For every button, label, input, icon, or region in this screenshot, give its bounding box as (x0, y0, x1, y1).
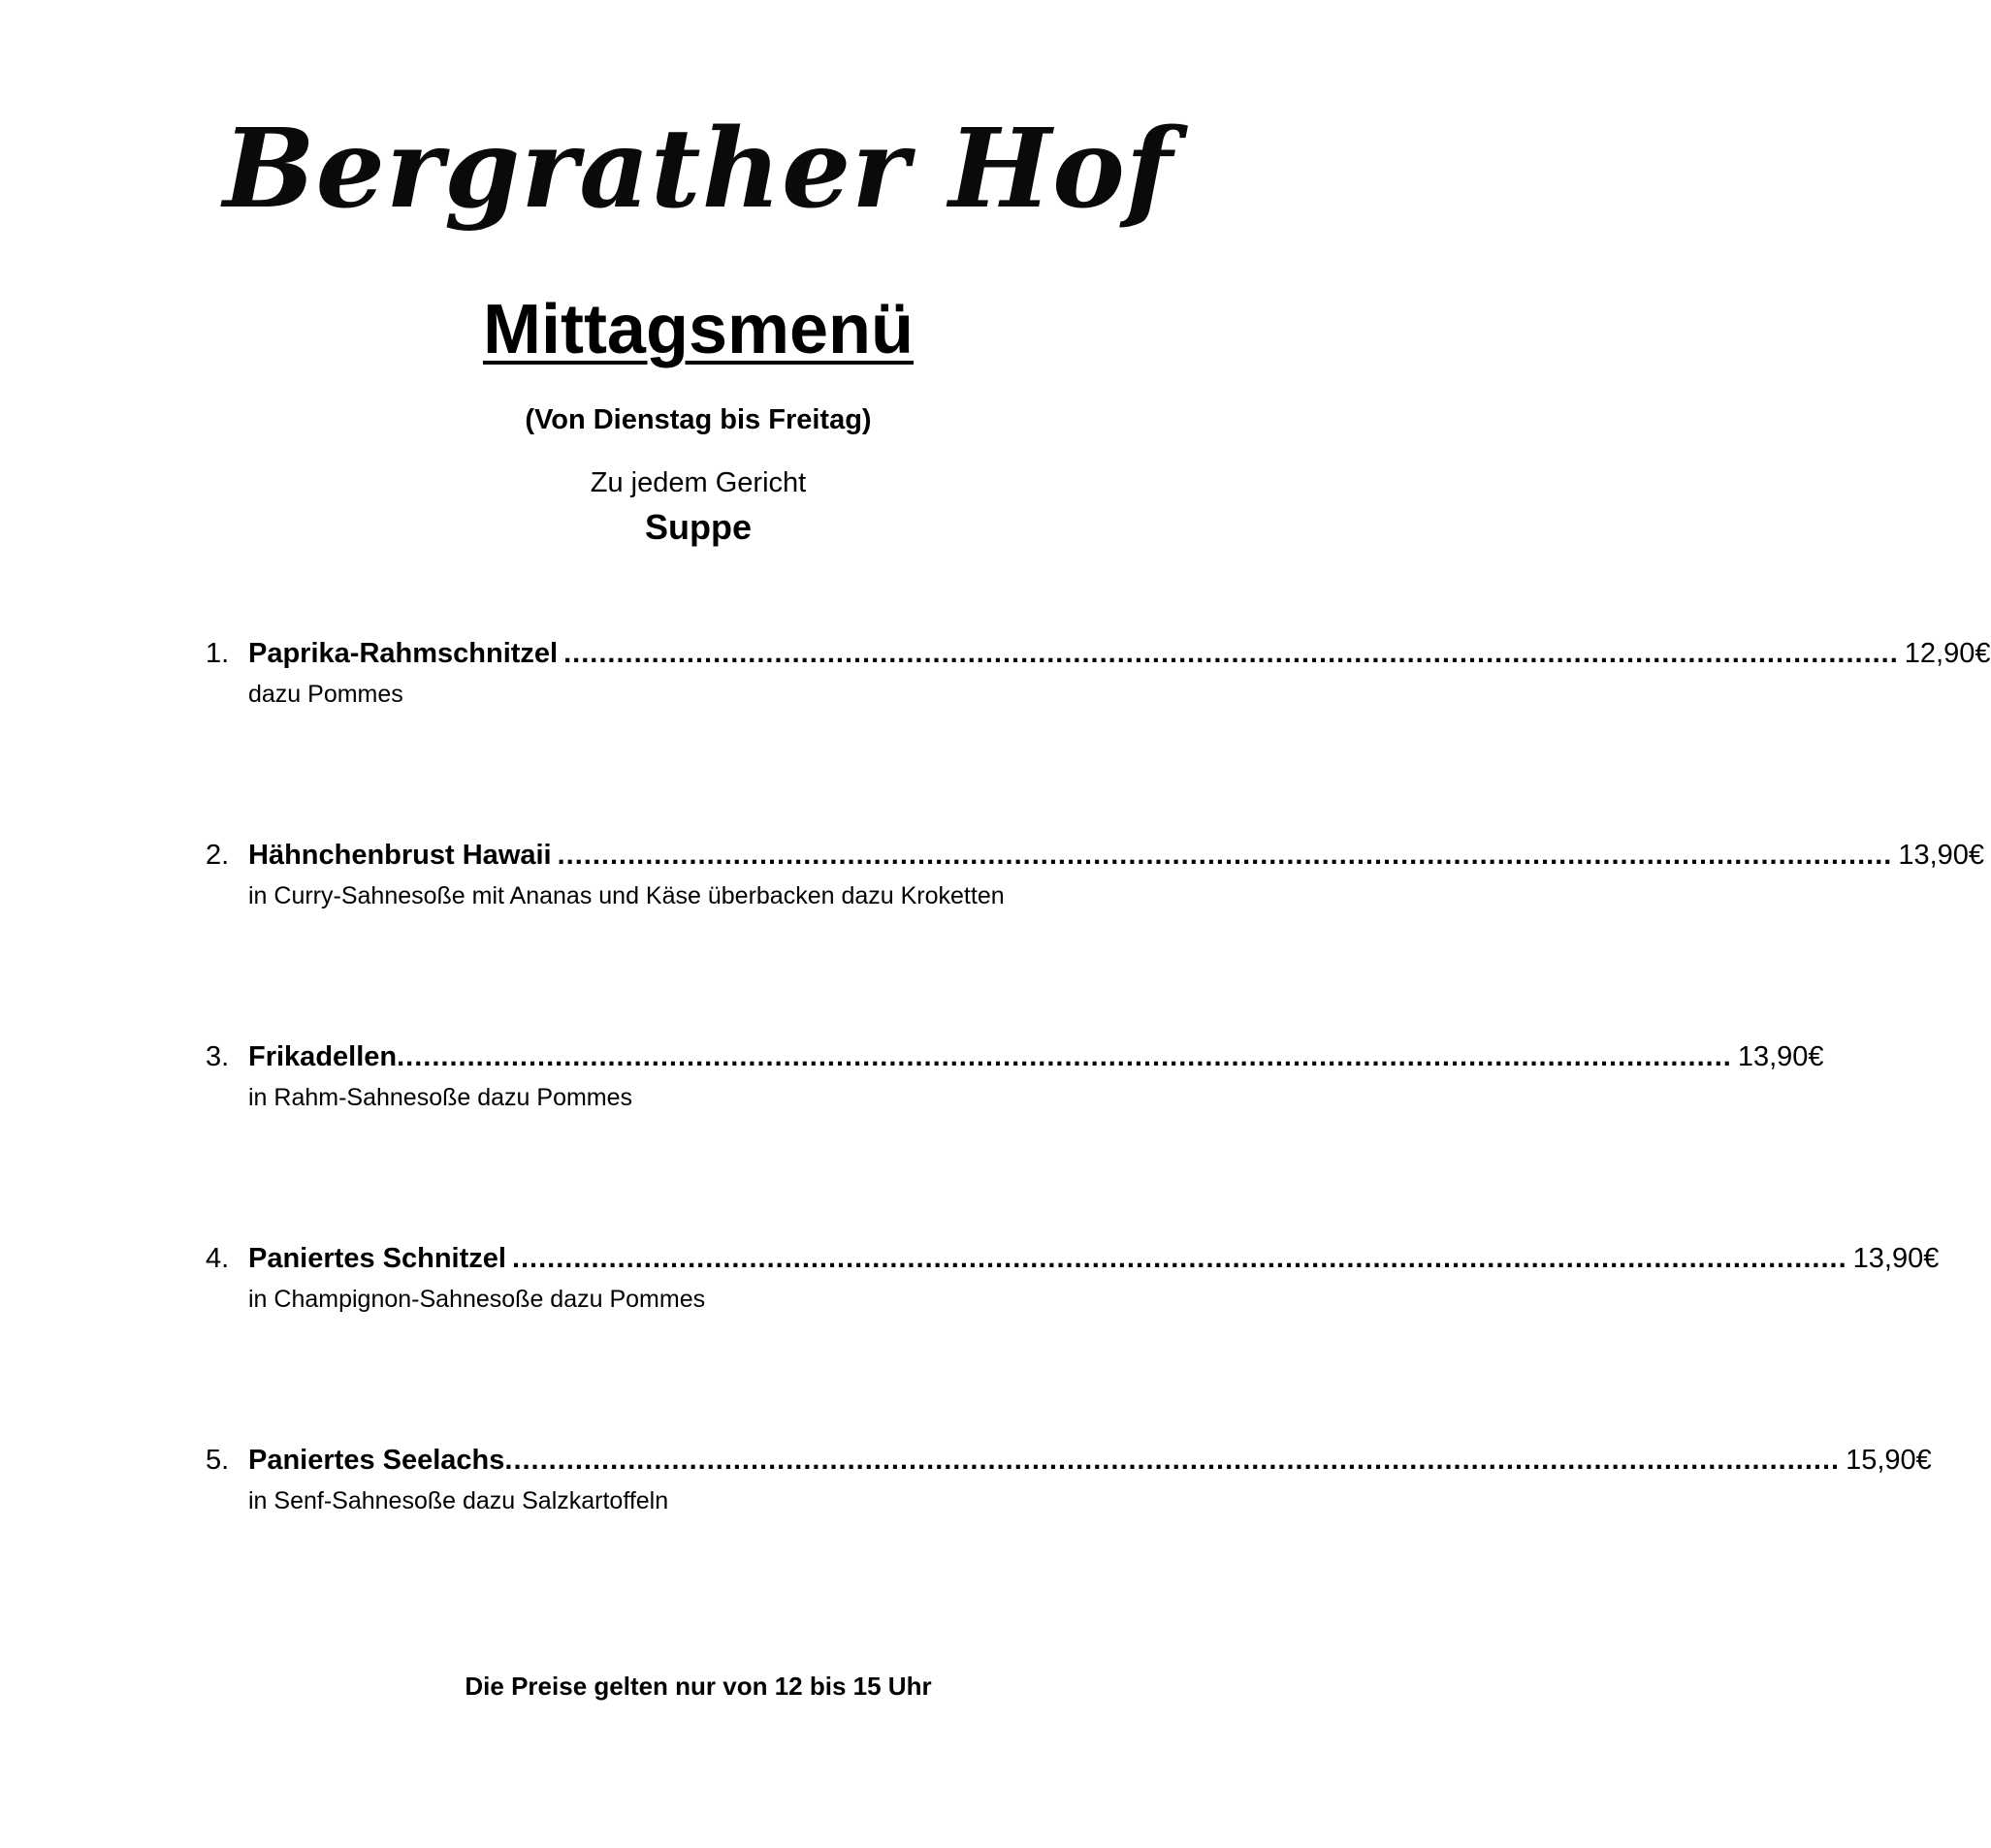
dish-description: in Champignon-Sahnesoße dazu Pommes (248, 1286, 706, 1313)
intro-text: Zu jedem Gericht (590, 467, 807, 498)
dish-price: 13,90€ (1898, 840, 1985, 871)
price-validity-note: Die Preise gelten nur von 12 bis 15 Uhr (465, 1672, 932, 1701)
dish-number: 4. (206, 1243, 230, 1274)
dish-description: in Senf-Sahnesoße dazu Salzkartoffeln (248, 1487, 669, 1514)
dish-item (206, 1039, 1824, 1113)
dish-name: Hähnchenbrust Hawaii (248, 840, 552, 871)
dish-description: in Rahm-Sahnesoße dazu Pommes (248, 1084, 633, 1111)
dish-price: 13,90€ (1852, 1243, 1940, 1274)
dish-leader: ........................................................................................................................................................ (511, 1243, 1847, 1274)
dish-item (206, 1241, 1940, 1315)
menu-title-text: Mittagsmenü (482, 291, 915, 368)
dish-price: 15,90€ (1846, 1445, 1932, 1476)
dish-name: Paniertes Seelachs (248, 1445, 505, 1476)
dish-line (206, 636, 1991, 671)
dish-item (206, 838, 1985, 911)
restaurant-name: Bergrather Hof (223, 106, 1173, 233)
dish-line (206, 838, 1985, 873)
dish-leader: ........................................................................................................................................................ (557, 840, 1893, 871)
dish-item (206, 1443, 1932, 1516)
dish-line (206, 1039, 1824, 1074)
dish-leader: ........................................................................................................................................................ (397, 1041, 1732, 1072)
dish-description: dazu Pommes (248, 681, 403, 708)
dish-number: 3. (206, 1041, 230, 1072)
dish-leader: ........................................................................................................................................................ (504, 1445, 1841, 1476)
dish-number: 5. (206, 1445, 230, 1476)
dish-name: Paprika-Rahmschnitzel (248, 638, 559, 669)
soup-label: Suppe (644, 507, 752, 547)
dish-name: Frikadellen (248, 1041, 398, 1072)
dish-line (206, 1443, 1932, 1478)
dish-name: Paniertes Schnitzel (248, 1243, 506, 1274)
dish-leader: ........................................................................................................................................................ (563, 638, 1899, 669)
dish-item (206, 636, 1991, 710)
dish-number: 1. (206, 638, 230, 669)
dish-price: 12,90€ (1904, 638, 1991, 669)
dish-description: in Curry-Sahnesoße mit Ananas und Käse überbacken dazu Kroketten (248, 882, 1005, 909)
dish-price: 13,90€ (1737, 1041, 1824, 1072)
days-note: (Von Dienstag bis Freitag) (525, 404, 872, 435)
dish-line (206, 1241, 1940, 1276)
menu-title (0, 289, 1397, 370)
dish-number: 2. (206, 840, 230, 871)
